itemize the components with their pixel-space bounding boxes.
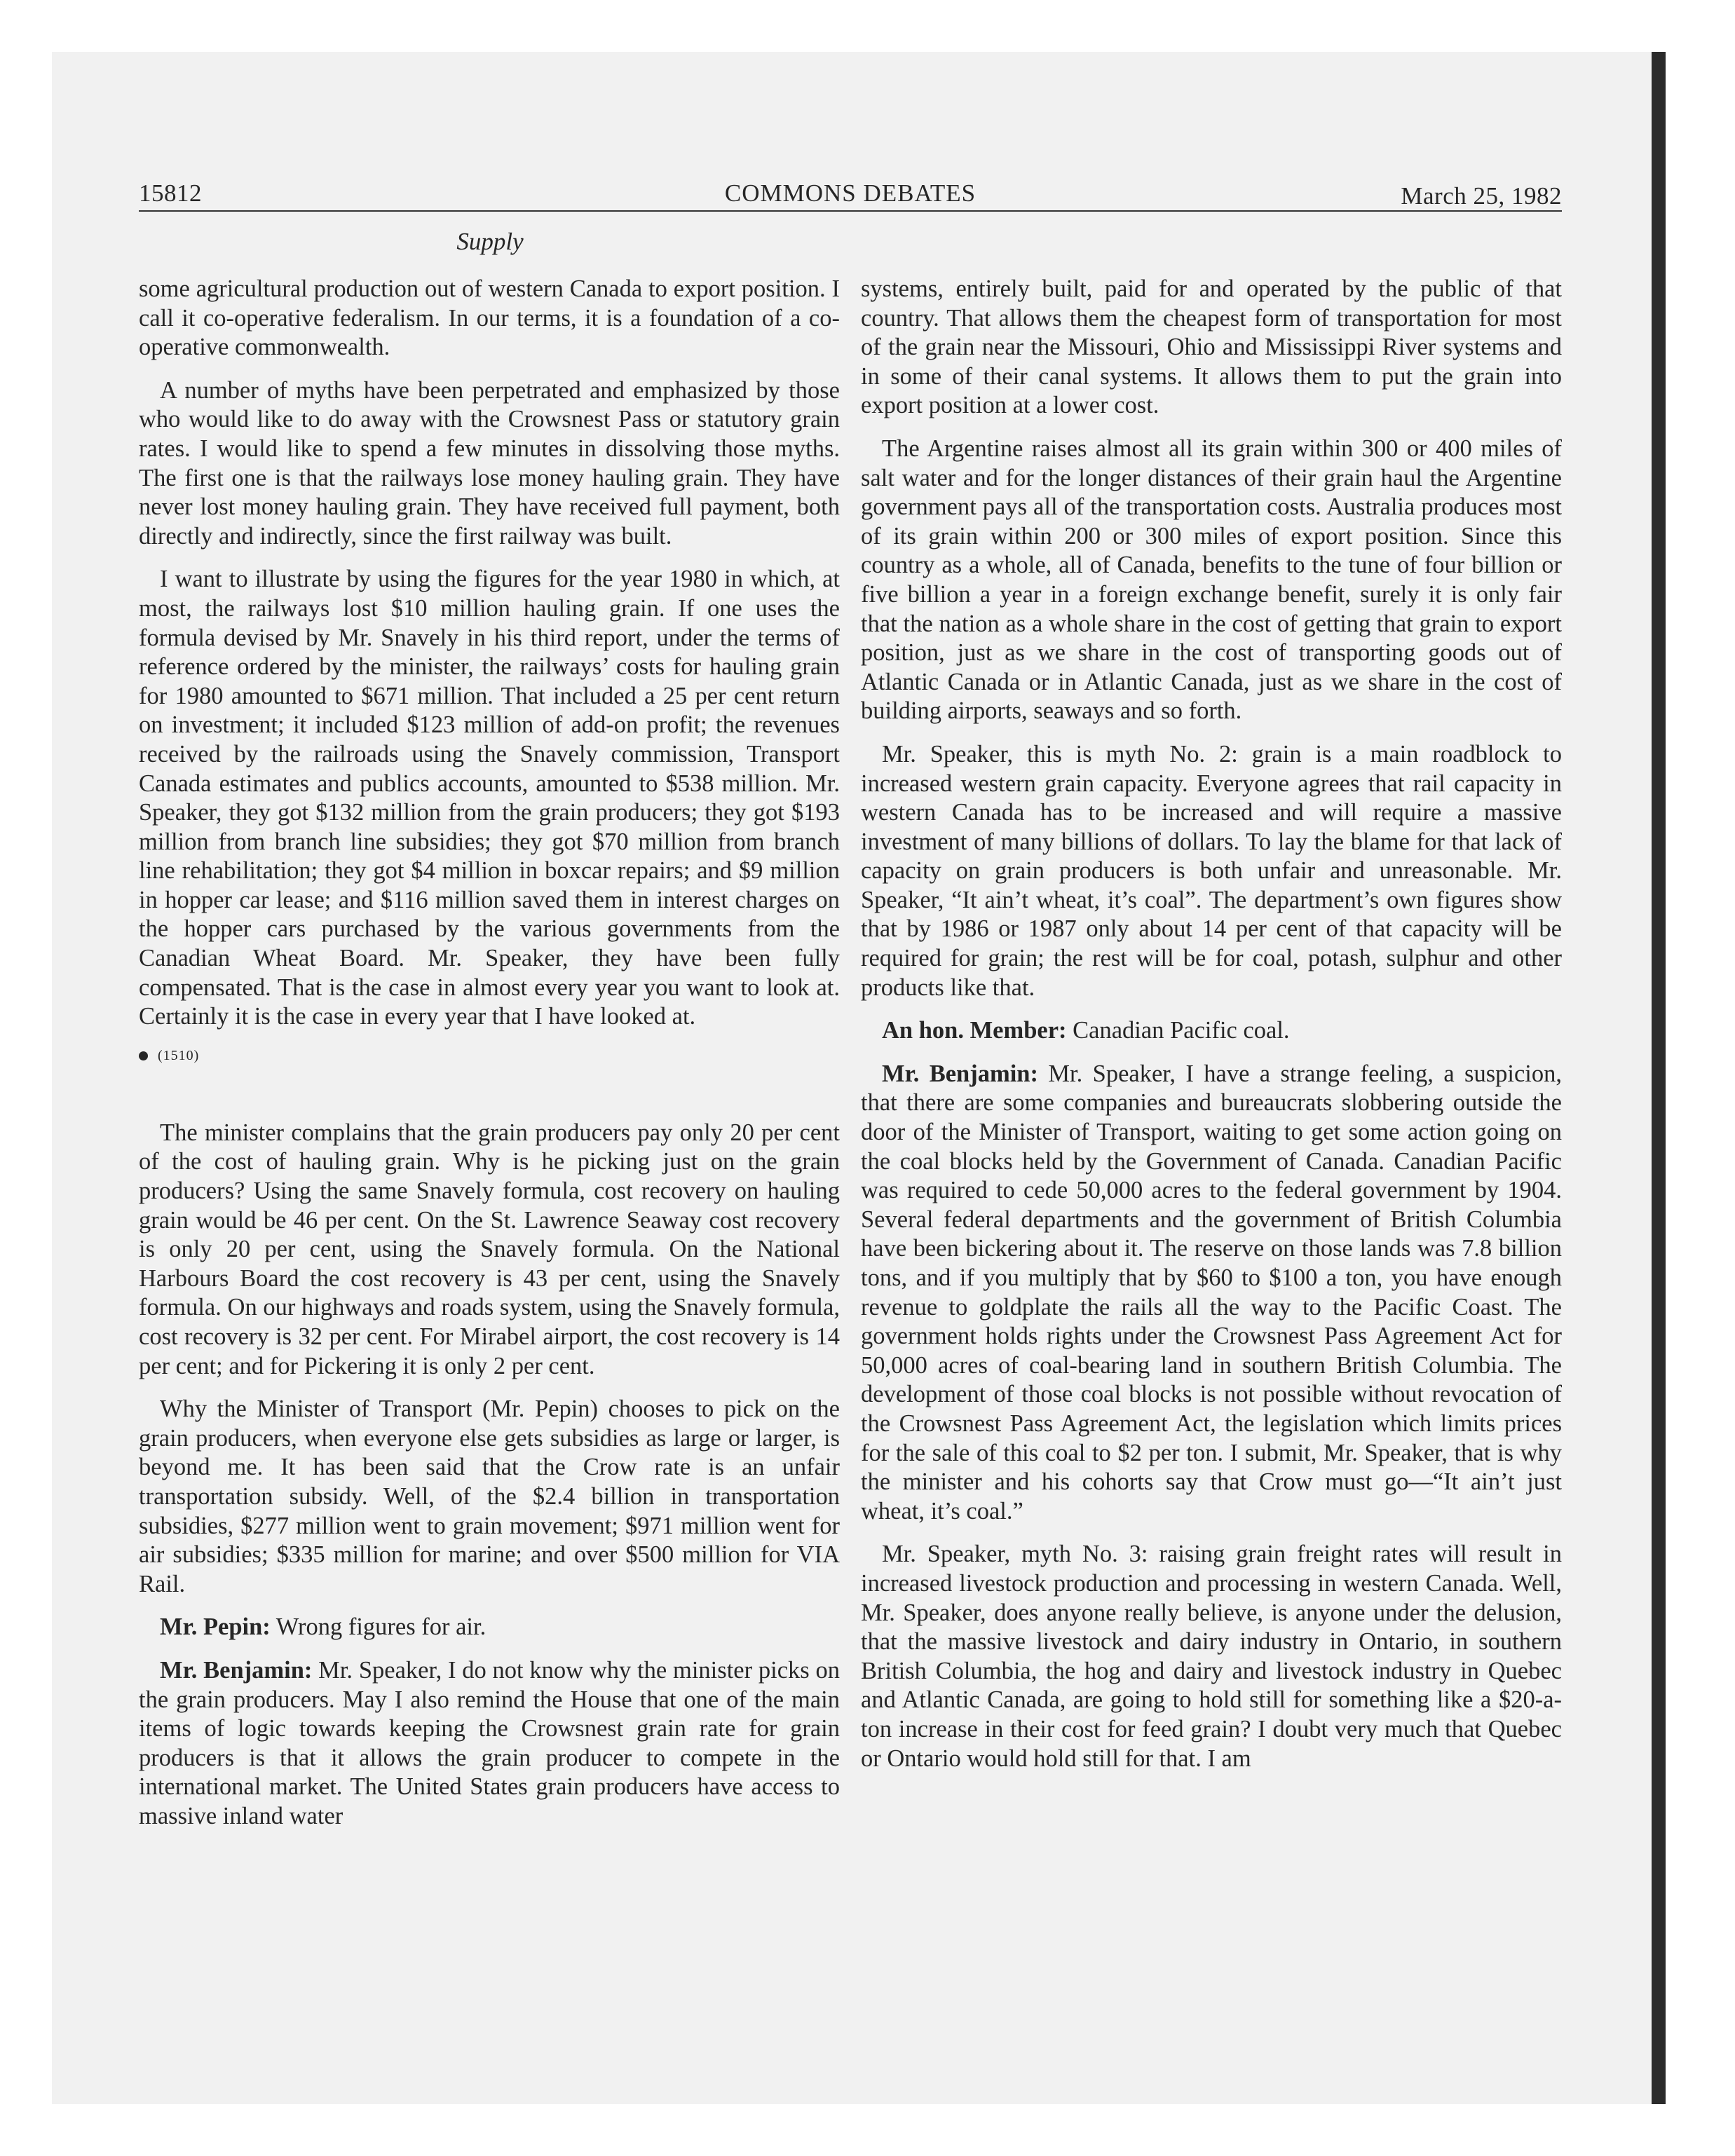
time-marker: [139, 1046, 840, 1067]
page-date: March 25, 1982: [1401, 182, 1562, 210]
publication-title: COMMONS DEBATES: [724, 179, 977, 207]
paragraph: The Argentine raises almost all its grain within 300 or 400 miles of salt water and for the longer distances of their grain haul the Argentine government pays all of the transportation costs. Australia produces most of its grain within 200 or 300 miles of export position. Since this country as a whole, all of Canada, benefits to the tune of four billion or five billion a year in a foreign exchange benefit, surely it is only fair that the nation as a whole share in the cost of getting that grain to export position, just as we share in the cost of transporting goods out of Atlantic Canada or in Atlantic Canada, just as we share in the cost of building airports, seaways and so forth.: [861, 435, 1562, 725]
speech-text: Canadian Pacific coal.: [1066, 1017, 1290, 1044]
speech-text: Wrong figures for air.: [270, 1613, 487, 1641]
left-column: [139, 275, 840, 1845]
paragraph: A number of myths have been perpetrated and emphasized by those who would like to do away with the Crowsnest Pass or statutory grain rates. I would like to spend a few minutes in dissolving those myths. The first one is that the railways lose money hauling grain. They have never lost money hauling grain. They have received full payment, both directly and indirectly, since the first railway was built.: [139, 376, 840, 550]
speaker-name: Mr. Pepin:: [160, 1613, 271, 1641]
paragraph: The minister complains that the grain producers pay only 20 per cent of the cost of hauling grain. Why is he picking just on the grain producers? Using the same Snavely formula, cost recovery on hauling grain would be 46 per cent. On the St. Lawrence Seaway cost recovery is only 20 per cent, using the Snavely formula. On the National Harbours Board the cost recovery is 43 per cent, using the Snavely formula. On our highways and roads system, using the Snavely formula, cost recovery is 32 per cent. For Mirabel airport, the cost recovery is 14 per cent; and for Pickering it is only 2 per cent.: [139, 1119, 840, 1379]
speech-paragraph: [139, 1656, 840, 1831]
paragraph: I want to illustrate by using the figures for the year 1980 in which, at most, the railways lost $10 million hauling grain. If one uses the formula devised by Mr. Snavely in his third report, under the terms of reference ordered by the minister, the railways’ costs for hauling grain for 1980 amounted to $671 million. That included a 25 per cent return on investment; it included $123 million of add-on profit; the revenues received by the railroads using the Snavely commission, Transport Canada estimates and publics accounts, amounted to $538 million. Mr. Speaker, they got $132 million from the grain producers; they got $193 million from branch line subsidies; they got $70 million from branch line rehabilitation; they got $4 million in boxcar repairs; and $9 million in hopper car lease; and $116 million saved them in interest charges on the hopper cars purchased by the various governments from the Canadian Wheat Board. Mr. Speaker, they have been fully compensated. That is the case in almost every year you want to look at. Certainly it is the case in every year that I have looked at.: [139, 566, 840, 1030]
paragraph: some agricultural production out of western Canada to export position. I call it co-operative federalism. In our terms, it is a foundation of a co-operative commonwealth.: [139, 275, 840, 361]
speaker-name: Mr. Benjamin:: [160, 1656, 313, 1684]
paragraph: Mr. Speaker, myth No. 3: raising grain freight rates will result in increased livestock production and processing in western Canada. Well, Mr. Speaker, does anyone really believe, is anyone under the delusion, that the massive livestock and dairy industry in Ontario, in southern British Columbia, the hog and dairy and livestock industry in Quebec and Atlantic Canada, are going to hold still for something like a $20-a-ton increase in their cost for feed grain? I doubt very much that Quebec or Ontario would hold still for that. I am: [861, 1541, 1562, 1772]
speech-paragraph: [861, 1060, 1562, 1527]
paragraph: systems, entirely built, paid for and operated by the public of that country. That allows them the cheapest form of transportation for most of the grain near the Missouri, Ohio and Mississippi River systems and in some of their canal systems. It allows them to put the grain into export position at a lower cost.: [861, 275, 1562, 419]
page-header: [139, 179, 1562, 213]
speech-paragraph: [139, 1613, 840, 1642]
paragraph: Why the Minister of Transport (Mr. Pepin) chooses to pick on the grain producers, when everyone else gets subsidies as large or larger, is beyond me. It has been said that the Crow rate is an unfair transportation subsidy. Well, of the $2.4 billion in transportation subsidies, $277 million went to grain movement; $971 million went for air subsidies; $335 million for marine; and over $500 million for VIA Rail.: [139, 1396, 840, 1597]
speaker-name: An hon. Member:: [882, 1017, 1067, 1044]
header-rule: [139, 210, 1562, 212]
page-number: 15812: [139, 179, 202, 207]
speaker-name: Mr. Benjamin:: [882, 1060, 1038, 1087]
bullet-dot-icon: [139, 1051, 148, 1060]
right-column: [861, 275, 1562, 1787]
time-marker-label: (1510): [158, 1048, 200, 1064]
section-title: Supply: [456, 228, 524, 255]
speech-text: Mr. Speaker, I have a strange feeling, a suspicion, that there are some companies and bureaucrats slobbering outside the door of the Minister of Transport, waiting to get some action going on the coal blocks held by the Government of Canada. Canadian Pacific was required to cede 50,000 acres to the federal government by 1904. Several federal departments and the government of British Columbia have been bickering about it. The reserve on those lands was 7.8 billion tons, and if you multiply that by $60 to $100 a ton, you have enough revenue to goldplate the rails all the way to the Pacific Coast. The government holds rights under the Crowsnest Pass Agreement Act for 50,000 acres of coal-bearing land in southern British Columbia. The development of those coal blocks is not possible without revocation of the Crowsnest Pass Agreement Act, the legislation which limits prices for the sale of this coal to $2 per ton. I submit, Mr. Speaker, that is why the minister and his cohorts say that Crow must go—“It ain’t just wheat, it’s coal.”: [861, 1060, 1562, 1524]
speech-text: Mr. Speaker, I do not know why the minister picks on the grain producers. May I also remind the House that one of the main items of logic towards keeping the Crowsnest grain rate for grain producers is that it allows the grain producer to compete in the international market. The United States grain producers have access to massive inland water: [139, 1656, 840, 1829]
speech-paragraph: [861, 1016, 1562, 1046]
paragraph: Mr. Speaker, this is myth No. 2: grain is a main roadblock to increased western grain capacity. Everyone agrees that rail capacity in western Canada has to be increased and will require a massive investment of many billions of dollars. To lay the blame for that lack of capacity on grain producers is both unfair and unreasonable. Mr. Speaker, “It ain’t wheat, it’s coal”. The department’s own figures show that by 1986 or 1987 only about 14 per cent of that capacity will be required for grain; the rest will be for coal, potash, sulphur and other products like that.: [861, 740, 1562, 1001]
page-edge-shadow: [1652, 52, 1666, 2104]
